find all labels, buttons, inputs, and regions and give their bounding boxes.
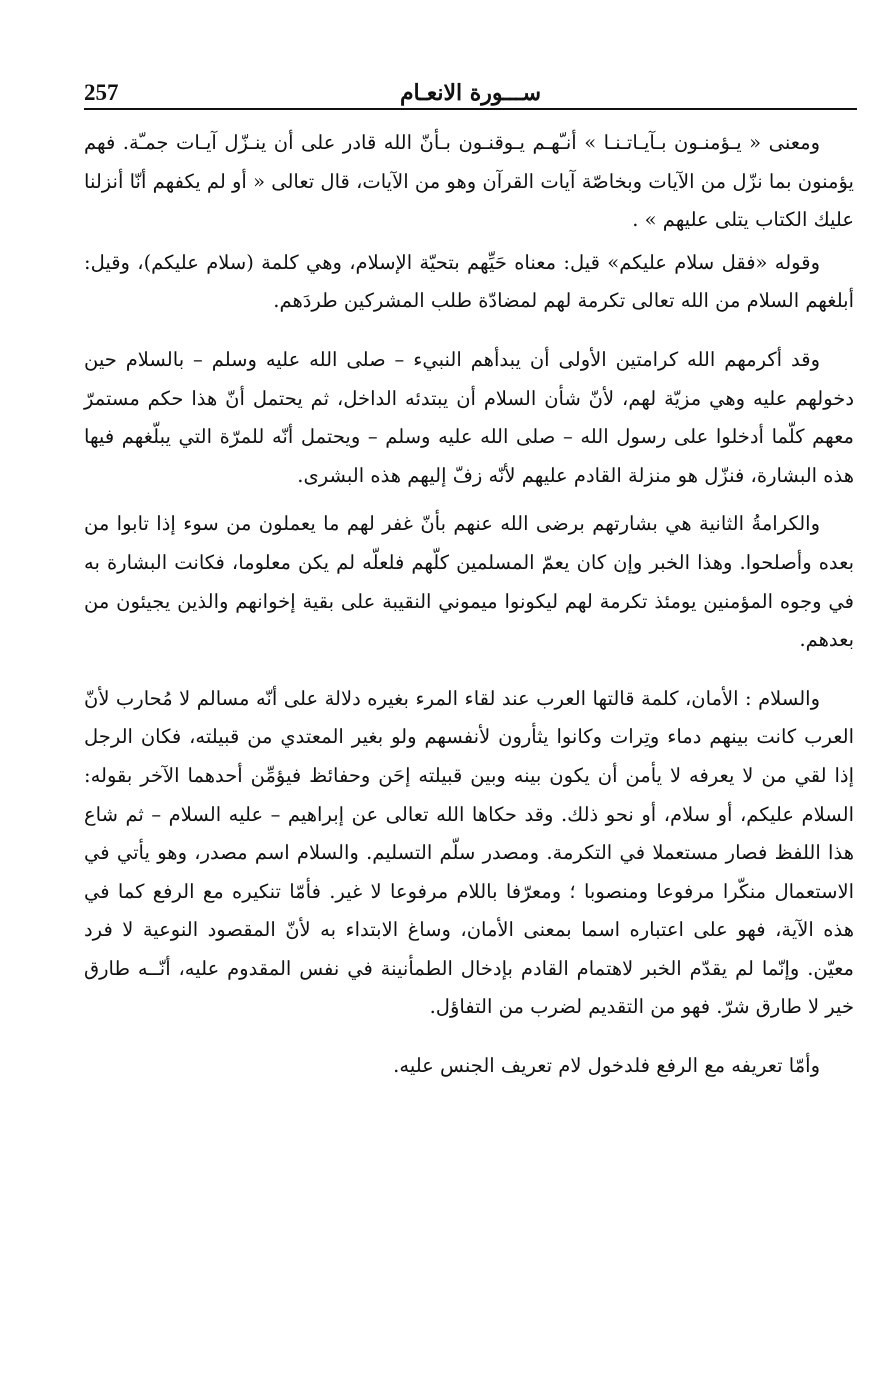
paragraph-3: وقد أكرمهم الله كرامتين الأولى أن يبدأهم النبيء – صلى الله عليه وسلم – بالسلام حين دخولهم عليه وهي مزيّة لهم، لأنّ شأن السلام أن يبتدئه الداخل، ثم يحتمل أنّ هذا حكم مستمرّ معهم كلّما أدخلوا على رسول الله – صلى الله عليه وسلم – ويحتمل أنّه للمرّة التي يبلّغهم فيها هذه البشارة، فنزّل هو منزلة القادم عليهم لأنّه زفّ إليهم هذه البشرى. xyxy=(84,347,854,487)
page-number: 257 xyxy=(84,80,119,105)
page-header xyxy=(84,78,857,108)
paragraph-4: والكرامةُ الثانية هي بشارتهم برضى الله عنهم بأنّ غفر لهم ما يعملون من سوء إذا تابوا من بعده وأصلحوا. وهذا الخبر وإن كان يعمّ المسلمين كلّهم فلعلّه لم يكن معلوما، فكانت البشارة به في وجوه المؤمنين يومئذ تكرمة لهم ليكونوا ميموني النقيبة على بقية إخوانهم والذين يجيئون من بعدهم. xyxy=(84,512,854,652)
paragraph-1: ومعنى « يـؤمنـون بـآيـاتـنـا » أنـّهـم يـوقنـون بـأنّ الله قادر على أن ينـزّل آيـات جمـّة. فهم يؤمنون بما نزّل من الآيات وبخاصّة آيات القرآن وهو من الآيات، قال تعالى « أو لم يكفهم أنّا أنزلنا عليك الكتاب يتلى عليهم » . xyxy=(84,131,854,232)
paragraph-2: وقوله «فقل سلام عليكم» قيل: معناه حَيِّهم بتحيّة الإسلام، وهي كلمة (سلام عليكم)، وقيل: أبلغهم السلام من الله تعالى تكرمة لهم لمضادّة طلب المشركين طردَهم. xyxy=(84,250,854,313)
paragraph-5: والسلام : الأمان، كلمة قالتها العرب عند لقاء المرء بغيره دلالة على أنّه مسالم لا مُحارب لأنّ العرب كانت بينهم دماء وتِرات وكانوا يثأرون لأنفسهم ولو بغير المعتدي من قبيلته، فكان الرجل إذا لقي من لا يعرفه لا يأمن أن يكون بينه وبين قبيلته إحَن وحفائظ فيؤمِّن أحدهما الآخر بقوله: السلام عليكم، أو سلام، أو نحو ذلك. وقد حكاها الله تعالى عن إبراهيم – عليه السلام – ثم شاع هذا اللفظ فصار مستعملا في التكرمة. ومصدر سلّم التسليم. والسلام اسم مصدر، وهو يأتي في الاستعمال منكّرا مرفوعا ومنصوبا ؛ ومعرّفا باللام مرفوعا لا غير. فأمّا تنكيره مع الرفع كما في هذه الآية، فهو على اعتباره اسما بمعنى الأمان، وساغ الابتداء به لأنّ المقصود النوعية لا فرد معيّن. وإنّما لم يقدّم الخبر لاهتمام القادم بإدخال الطمأنينة في نفس المقدوم عليه، أنّــه طارق خير لا طارق شرّ. فهو من التقديم لضرب من التفاؤل. xyxy=(84,686,854,1019)
body-text xyxy=(84,124,854,1086)
running-title: ســـورة الانعـام xyxy=(399,80,542,106)
paragraph-6: وأمّا تعريفه مع الرفع فلدخول لام تعريف الجنس عليه. xyxy=(393,1054,820,1078)
header-rule xyxy=(84,108,857,110)
